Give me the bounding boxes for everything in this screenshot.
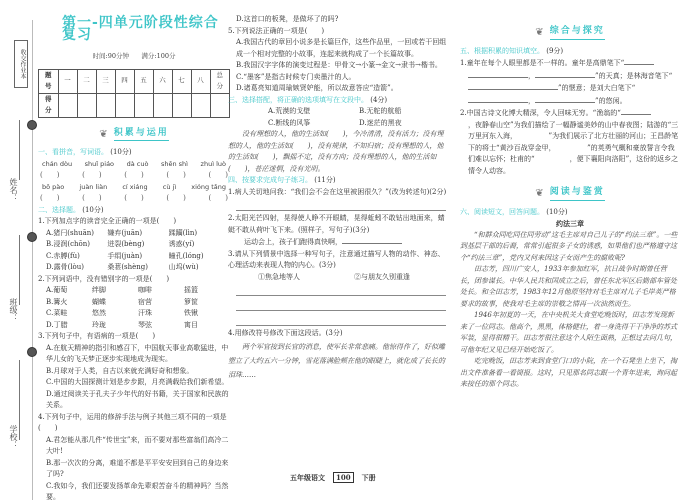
- score-cell[interactable]: [191, 93, 210, 117]
- question-5-1: 1.童年在每个人眼里都是不一样的。童年是高鼎笔下“: [460, 57, 680, 70]
- answer-parens-row-2[interactable]: ( ) ( ) ( ) ( ) ( ): [40, 194, 228, 202]
- question-6-heading: 六、阅读短文，回答问题。 (10分): [460, 207, 568, 216]
- name-rule: [19, 120, 20, 180]
- answer-line[interactable]: [236, 198, 446, 211]
- score-cell[interactable]: [58, 93, 77, 117]
- answer-blank[interactable]: [342, 236, 402, 244]
- class-label: 班级：: [9, 298, 18, 322]
- question-2-2: 2.下列词语中，没有错别字的一项是( ): [38, 274, 170, 283]
- option-row: D.露骨(lòu) 桑葚(shèng) 山坞(wù): [46, 263, 199, 271]
- reading-paragraph: 1946年初夏的一天，在中央机关大食堂吃晚饭时，田志芳发现新来了一位同志。他高个，黑黑，体格健壮，着一身洗得干干净净的苏式军装，显得很精干。田志芳很注意这个人陌生面熟，正想过去问几句，可他年纪又见已经开始吃饭了。: [460, 311, 677, 354]
- question-4-1: 1.病人关切地问我：“我们会不会在这里被困很久？”(改为转述句)(2分): [228, 187, 447, 196]
- question-3-passage: 没有理想的人，他的生活如( )，今冷清清，没有活力；没有理想的人，他的生活如( )，没有规律，不知归宿；没有理想的人，他的生活如( )，飘摇不定，没有方向；没有理想的人，他的生活如( )，苍茫迷惘，没有光明。: [228, 130, 444, 173]
- question-2-5: 5.下列说法正确的一项是( ): [228, 26, 325, 35]
- question-3-heading: 三、选择搭配，将正确的选项填写在文段中。 (4分): [228, 95, 388, 104]
- question-4-2-prompt: 运动会上，孩子们跑得真快啊，: [228, 236, 450, 249]
- answer-blank[interactable]: [468, 82, 558, 90]
- side-tab: 收交作业本: [14, 40, 28, 88]
- question-4-4-passage: 两个军官接到长官的消息，使军长非常悲痛。他惊得作了，好似雕塑立了大约五六一分钟，雪花落满脸颊在他的眼睫上，就化成了长长的泪珠……: [228, 342, 445, 379]
- question-1-heading: 一、看拼音，写词语。 (10分): [38, 148, 132, 156]
- school-label: 学校：: [9, 425, 18, 449]
- column-3: ❦ 综合与探究 五、根据积累的知识填空。 (9分) 1.童年在每个人眼里都是不一样的。童年是高鼎笔下“ ， ”的天真；是林海音笔下“ ”的惬意；是刘大白笔下“ ， ”的悠闲。 2.中国古诗文化博大精深，令人回味无穷。“渔翁的“ ，夜静春山空”为我们描绘了一幅静谧美妙的山中春夜图；陆游的“三万里河东入海， ”为我们展示了北方壮丽的河山；王昌龄笔下的将士“黄沙百战穿金甲， ”的英勇气概和豪放誓言令我们难以忘怀；杜甫的“ ，便下襄阳向洛阳”，这份的返乡之情令人动容。 ❦ 阅读与鉴赏 六、阅读短文，回答问题。 (10分) 约法三章 “和群众同吃同住同劳动”这毛主席对自己儿子的“约法三章”。一些到基层干部的后裔，常常引起很多子女的诱惑，如果他们也严格遵守这个“约法三章”，党内又何来因这子女而产生的腐败呢? 田志芳，四川广安人，1933年参加红军，抗日战争时期曾任营长，团参谋长。中华人民共和国成立之后，曾任东北军区后勤部车管处处长。和全田志芳，1983年12月他原坚持对毛主席对儿子毛岸英严格要求的故事，使我对毛主席的崇敬之情再一次油然而生。 1946年初夏的一天，在中央机关大食堂吃晚饭时，田志芳发现新来了一位同志。他高个，黑黑，体格健壮，着一身洗得干干净净的苏式军装，显得很精干。田志芳很注意这个人陌生面熟，正想过去问几句，可他年纪又见已经开始吃饭了。 吃完晚饭，田志芳来到食堂门口的小院，在一个石凳坐上坐下，掏出文件准备看一看简报。这时，只见那名同志跟一个青年进来，询问起来接任的那个同志。: [460, 22, 680, 391]
- option-row: C.断线的风筝 D.迷茫的黑夜: [268, 118, 402, 127]
- score-table-header-row: 题号 一 二 三 四 五 六 七 八 总分: [39, 69, 230, 93]
- answer-line[interactable]: [236, 283, 446, 296]
- question-4-heading: 四、按要求完成句子练习。 (11分): [228, 176, 336, 184]
- question-4-4: 4.用修改符号修改下面这段话。(3分): [228, 329, 343, 337]
- option: D.诸葛亮知道周瑜嫉贤妒能，所以故意答应“造箭”。: [236, 84, 398, 92]
- option-row: ①焦急地等人 ②与朋友久别重逢: [258, 272, 410, 281]
- section-banner-accumulate: ❦ 积累与运用: [99, 127, 169, 140]
- option: A.我国古代的章回小说多是长篇巨作，这些作品里，一回或若干回组成一个相对完整的小故事，连起来就构成了一个长篇故事。: [236, 38, 447, 58]
- question-4-2: 2.太阳光芒四射，晃得使人睁不开眼睛，晃得蚯蚓不敢钻出地面来，蜻蜓不敢从荷叶飞下来。(照样子，写句子)(3分): [228, 214, 445, 234]
- pinyin-row-2: bō pào juàn liàn cí xiáng cù jì xióng tǎng: [42, 182, 226, 191]
- column-2: [228, 14, 450, 382]
- binding-hole-icon: [27, 347, 37, 357]
- answer-line[interactable]: [236, 313, 446, 326]
- reading-title: 约法三章: [556, 219, 584, 228]
- pinyin-row-1: chán dòu shuǐ piáo dà cuò shēn shì zhuì luò: [42, 159, 226, 168]
- option: D.通过阅读关于孔夫子少年代的好书籍，关于国家和民族的关系。: [46, 389, 229, 409]
- option: B.月球对于人类，自古以来就充满好奇和想象。: [46, 366, 194, 375]
- option-row: C.赤膊(fù) 手绢(juàn) 瞳孔(lóng): [46, 251, 204, 260]
- section-banner-comprehensive: ❦ 综合与探究: [535, 26, 605, 38]
- binding-hole-icon: [27, 232, 37, 242]
- answer-blank[interactable]: [468, 70, 528, 78]
- option-row: D.丁腊 玲珑 琴弦 寓目: [46, 320, 198, 329]
- answer-blank[interactable]: [621, 107, 651, 115]
- score-cell[interactable]: [77, 93, 96, 117]
- option: B.我国汉字字体的演变过程是：甲骨文→小篆→金文→隶书→楷书。: [236, 61, 442, 69]
- option: C.我如今，我们还要发扬革命先辈艰苦奋斗的精神吗？当然要。: [46, 481, 229, 501]
- class-rule: [19, 235, 20, 305]
- option-row: B.浸润(chōn) 迸裂(bèng) 诱惑(yí): [46, 240, 195, 248]
- question-2-heading: 二、选择题。 (10分): [38, 205, 104, 214]
- answer-blank[interactable]: [468, 95, 528, 103]
- score-cell[interactable]: [153, 93, 172, 117]
- answer-blank[interactable]: [535, 95, 595, 103]
- full-score: 满分:100分: [141, 52, 176, 60]
- option-row: B.篝火 蝴蝶 宿营 箩筐: [46, 297, 198, 306]
- page-number: 100: [333, 472, 354, 483]
- binding-hole-icon: [27, 120, 37, 130]
- page-title: 第一-四单元阶段性综合复习: [62, 15, 219, 43]
- score-cell[interactable]: [172, 93, 191, 117]
- option: D.这首口的板凳，是做坏了的吗?: [236, 15, 339, 23]
- swirl-icon: ❦: [99, 128, 110, 140]
- option-row: A.荒漠的戈壁 B.无舵的航船: [268, 107, 402, 115]
- option: B.那一次次的分离，难道不都是平平安安回到自己的身边来了吗?: [46, 458, 229, 478]
- option: A.在航天精神的指引和感召下，中国航天事业高歌猛进，中华儿女的飞天梦正逐步实现地成为现实。: [46, 343, 229, 363]
- answer-parens-row-1[interactable]: ( ) ( ) ( ) ( ) ( ): [40, 171, 228, 179]
- option-row: C.菜畦 悠然 汗珠 铁锹: [46, 309, 198, 317]
- question-5-2: 2.中国古诗文化博大精深，令人回味无穷。“渔翁的“: [460, 107, 680, 120]
- column-1: [38, 0, 230, 504]
- volume-label: 下册: [361, 472, 376, 482]
- section-banner-reading: ❦ 阅读与鉴赏: [535, 187, 605, 199]
- score-table-score-row: 得分: [39, 93, 230, 117]
- score-cell[interactable]: [115, 93, 134, 117]
- spine-divider: [32, 20, 33, 500]
- option: C.“墨客”是指古时候专门卖墨汁的人。: [236, 72, 356, 81]
- option-row: A.猪闩(shuān) 嫌弃(juān) 蹂躏(lìn): [46, 228, 198, 237]
- question-5-heading: 五、根据积累的知识填空。 (9分): [460, 46, 564, 55]
- question-2-3: 3.下列句子中，有语病的一项是( ): [38, 332, 156, 340]
- school-rule: [19, 360, 20, 440]
- reading-paragraph: 田志芳，四川广安人，1933年参加红军，抗日战争时期曾任营长，团参谋长。中华人民共和国成立之后，曾任东北军区后勤部车管处处长。和全田志芳，1983年12月他原坚持对毛主席对儿子毛岸英严格要求的故事，使我对毛主席的崇敬之情再一次油然而生。: [460, 265, 677, 308]
- time-limit: 时间:90分钟: [92, 52, 129, 60]
- answer-line[interactable]: [236, 298, 446, 311]
- swirl-icon: ❦: [535, 27, 546, 38]
- score-cell[interactable]: [96, 93, 115, 117]
- score-cell[interactable]: [134, 93, 153, 117]
- name-label: 姓名：: [9, 178, 18, 202]
- swirl-icon: ❦: [535, 188, 546, 199]
- question-2-4: 4.下列句子中，运用的修辞手法与例子其他三项不同的一项是( ): [38, 412, 227, 432]
- exam-meta: [38, 51, 230, 63]
- option-row: A.葡萄 绊脚 咖啡 摇篮: [46, 286, 198, 294]
- grade-label: 五年级语文: [290, 472, 325, 482]
- answer-blank[interactable]: [535, 70, 595, 78]
- option: C.中国的大国探测计划是步步跟，月亮满载给我们新希望。: [46, 378, 229, 386]
- question-2-1: 1.下列加点字的读音完全正确的一项是( ): [38, 217, 177, 225]
- score-cell[interactable]: [210, 93, 230, 117]
- question-4-3: 3.请从下列情景中选择一种写句子，注意通过描写人物的动作、神态、心理活动来表现人物的内心。(3分): [228, 249, 445, 269]
- option: A.君怎能从那几件“传世宝”来，而不要对那些富翁们高冷二大叶!: [46, 435, 229, 455]
- reading-paragraph: 吃完晚饭，田志芳来到食堂门口的小院，在一个石凳坐上坐下，掏出文件准备看一看简报。这时，只见那名同志跟一个青年进来，询问起来接任的那个同志。: [460, 357, 677, 388]
- score-table: [38, 69, 230, 118]
- reading-paragraph: “和群众同吃同住同劳动”这毛主席对自己儿子的“约法三章”。一些到基层干部的后裔，常常引起很多子女的诱惑，如果他们也严格遵守这个“约法三章”，党内又何来因这子女而产生的腐败呢?: [460, 230, 678, 262]
- page-footer: [290, 472, 376, 483]
- answer-blank[interactable]: [624, 57, 654, 65]
- question-5-2-passage: ，夜静春山空”为我们描绘了一幅静谧美妙的山中春夜图；陆游的“三万里河东入海， ”为我们展示了北方壮丽的河山；王昌龄笔下的将士“黄沙百战穿金甲， ”的英勇气概和豪放誓言令我们难以忘怀；杜甫的“ ，便下襄阳向洛阳”，这份的返乡之情令人动容。: [468, 120, 679, 175]
